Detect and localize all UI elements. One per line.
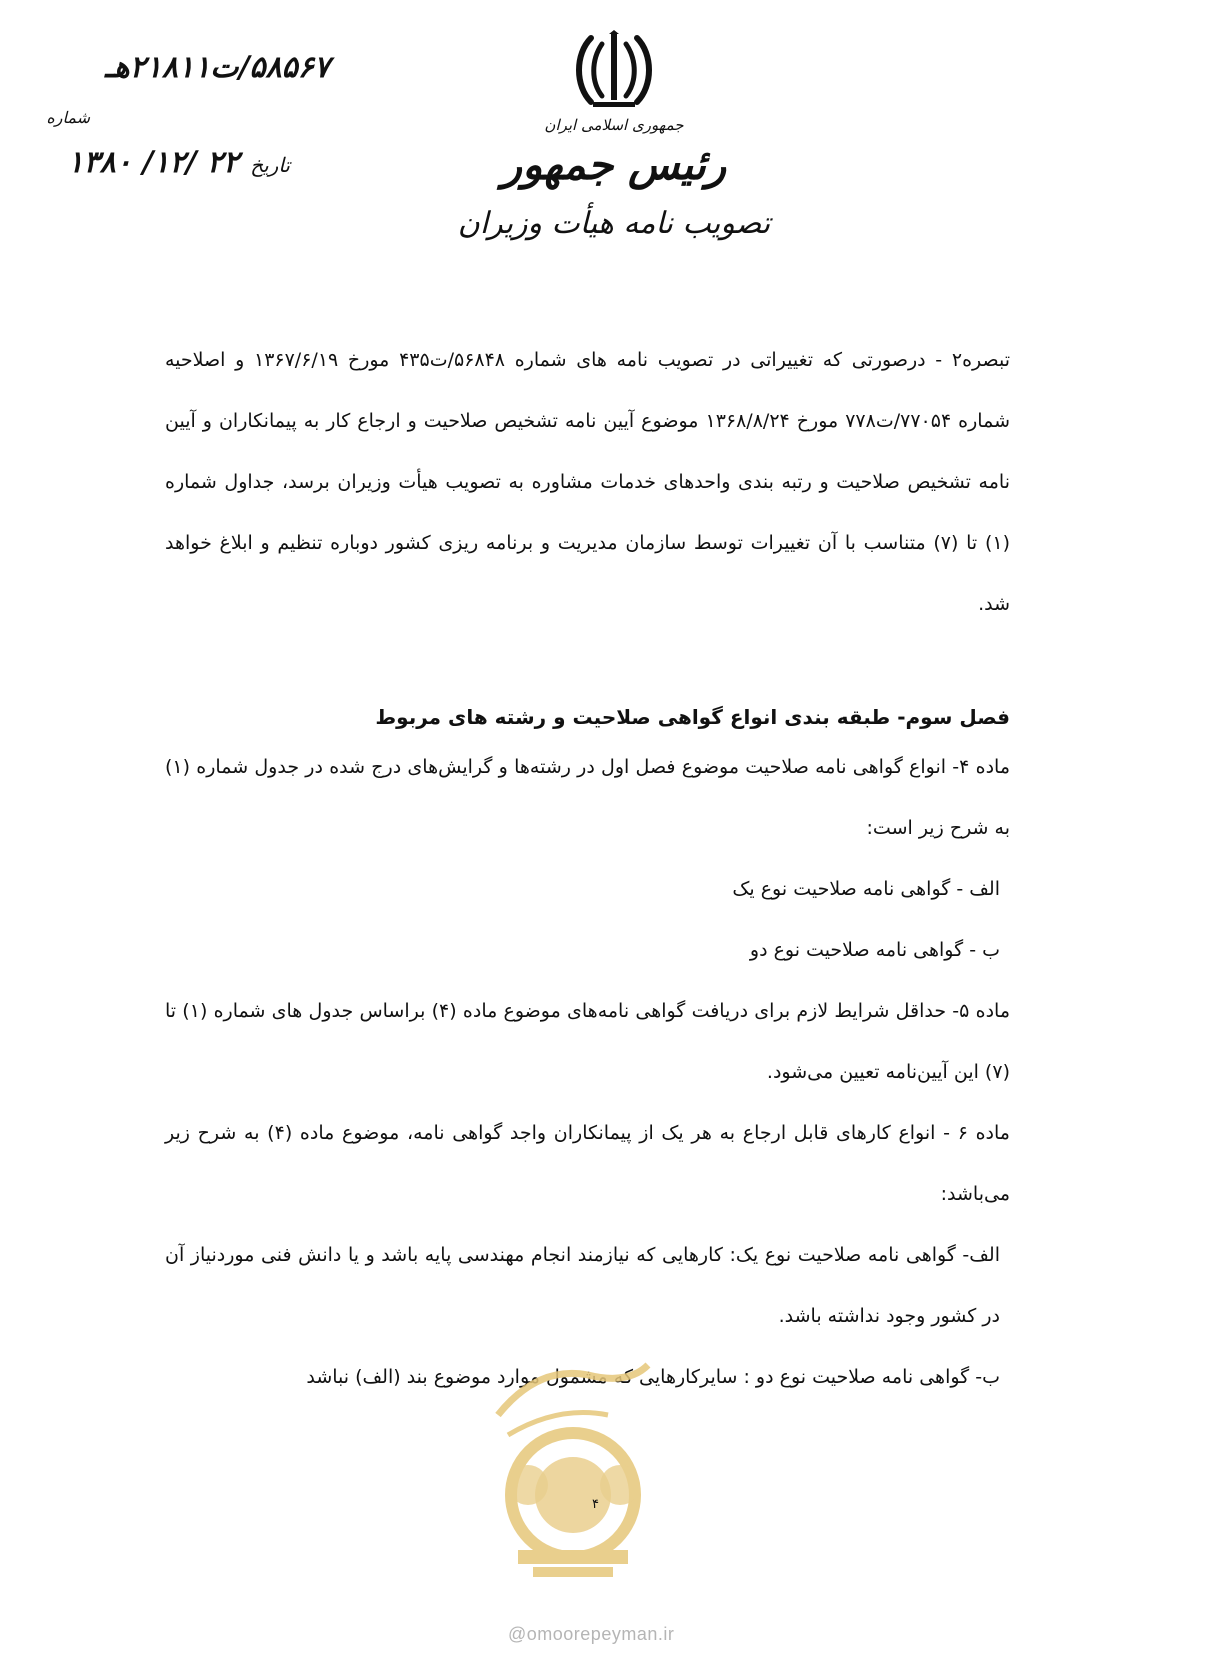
watermark-text: @omoorepeyman.ir — [508, 1624, 675, 1644]
number-label: شماره — [46, 108, 90, 127]
article-6: ماده ۶ - انواع کارهای قابل ارجاع به هر یک از پیمانکاران واجد گواهی نامه، موضوع ماده (۴) به شرح زیر می‌باشد: — [165, 1122, 1010, 1205]
article-5: ماده ۵- حداقل شرایط لازم برای دریافت گواهی نامه‌های موضوع ماده (۴) براساس جدول های شماره (۱) تا (۷) این آیین‌نامه تعیین می‌شود. — [165, 1000, 1010, 1083]
article-4-item-a: الف - گواهی نامه صلاحیت نوع یک — [732, 878, 1000, 900]
article-4-item-b: ب - گواهی نامه صلاحیت نوع دو — [749, 939, 1000, 961]
president-title: رئیس جمهور — [501, 140, 727, 189]
country-name: جمهوری اسلامی ایران — [544, 116, 684, 134]
section-title: فصل سوم- طبقه بندی انواع گواهی صلاحیت و رشته های مربوط — [375, 705, 1010, 729]
letterhead — [414, 30, 814, 241]
document-body — [165, 330, 1010, 1408]
iran-emblem-icon — [569, 30, 659, 110]
date-value: ۲۲ /۱۲/ ۱۳۸۰ — [67, 145, 240, 180]
article-6-item-a: الف- گواهی نامه صلاحیت نوع یک: کارهایی که نیازمند انجام مهندسی پایه باشد و یا دانش فنی موردنیاز آن در کشور وجود نداشته باشد. — [165, 1244, 1000, 1327]
page-number: ۴ — [592, 1497, 599, 1512]
approval-title: تصویب نامه هیأت وزیران — [457, 206, 771, 242]
article-4: ماده ۴- انواع گواهی نامه صلاحیت موضوع فصل اول در رشته‌ها و گرایش‌های درج شده در جدول شماره (۱) به شرح زیر است: — [165, 756, 1011, 839]
note-2: تبصره۲ - درصورتی که تغییراتی در تصویب نامه های شماره ۵۶۸۴۸/ت۴۳۵ مورخ ۱۳۶۷/۶/۱۹ و اصلاحیه شماره ۷۷۰۵۴/ت۷۷۸ مورخ ۱۳۶۸/۸/۲۴ موضوع آیین نامه تشخیص صلاحیت و ارجاع کار به پیمانکاران و آیین نامه تشخیص صلاحیت و رتبه بندی واحدهای خدمات مشاوره به تصویب هیأت وزیران برسد، جداول شماره (۱) تا (۷) متناسب با آن تغییرات توسط سازمان مدیریت و برنامه ریزی کشور دوباره تنظیم و ابلاغ خواهد شد. — [165, 349, 1011, 615]
article-6-item-b: ب- گواهی نامه صلاحیت نوع دو : سایرکارهایی که مشمول موارد موضوع بند (الف) نباشد — [306, 1366, 1000, 1388]
reference-number: ۵۸۵۶۷/ت۲۱۸۱۱هـ — [105, 50, 330, 85]
omoorepeyman-seal-icon — [478, 1345, 668, 1605]
date-label: تاریخ — [250, 153, 290, 177]
date-line — [67, 145, 290, 180]
